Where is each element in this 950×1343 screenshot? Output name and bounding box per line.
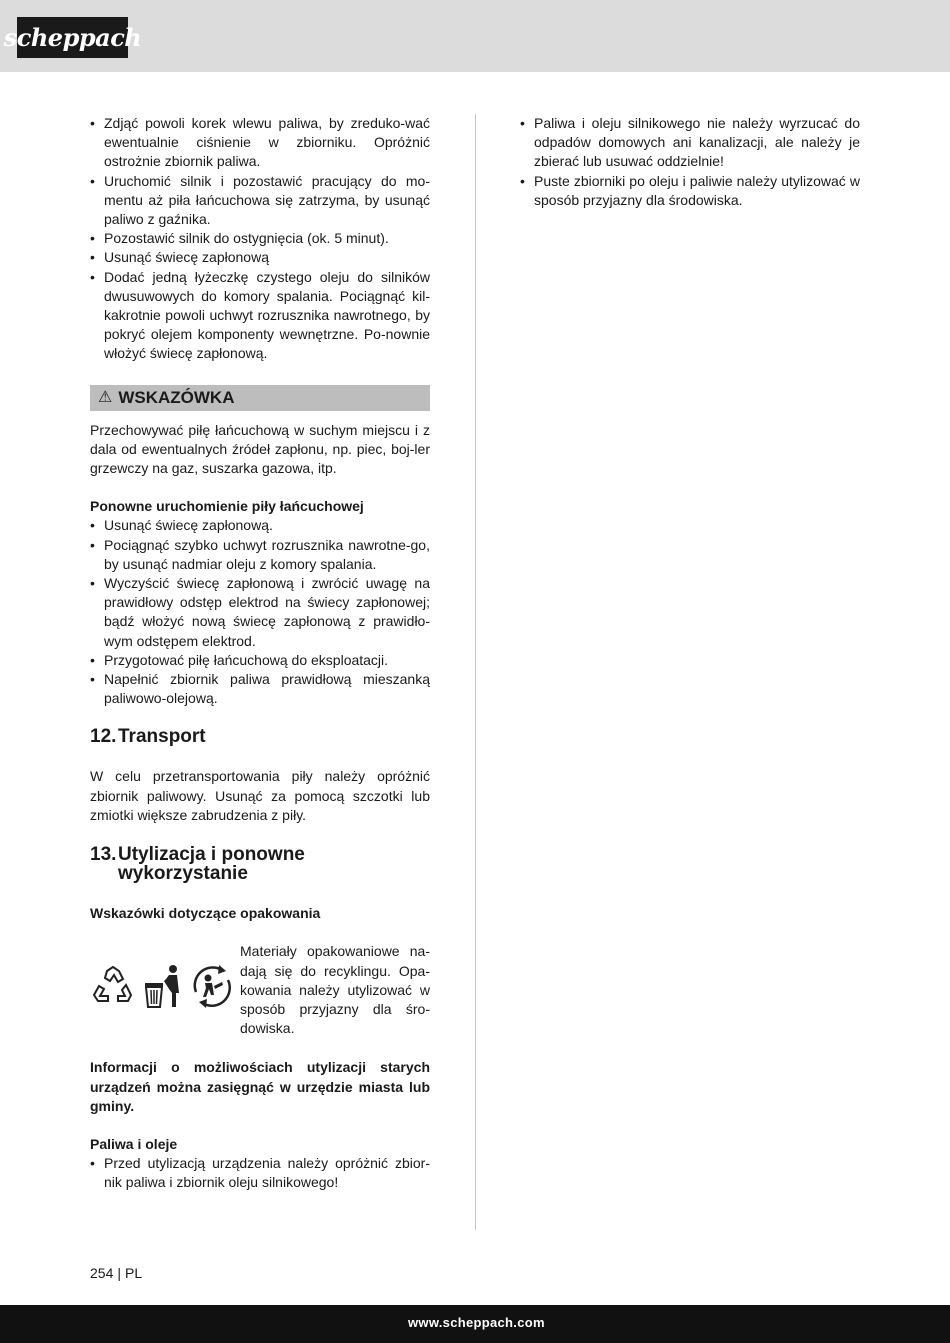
disposal-info-bold: Informacji o możliwościach utylizacji starych urządzeń można zasięgnąć w urzędzie miasta lub gminy.: [90, 1059, 430, 1114]
list-item: • Usunąć świecę zapłonową.: [90, 516, 430, 535]
notice-title: WSKAZÓWKA: [118, 388, 235, 408]
packaging-info: [90, 942, 430, 1038]
footer-separator: |: [117, 1265, 121, 1281]
left-column: [90, 114, 430, 1193]
disposal-heading: [90, 845, 430, 883]
restart-steps-list: [90, 516, 430, 708]
storage-steps-list: [90, 114, 430, 364]
packaging-heading: Wskazówki dotyczące opakowania: [90, 905, 321, 922]
notice-banner: [90, 385, 430, 411]
list-item: • Uruchomić silnik i pozostawić pracujący do mo-mentu aż piła łańcuchowa się zatrzyma, by usunąć paliwo z gaźnika.: [90, 172, 430, 230]
section-title: Transport: [118, 726, 206, 748]
section-title: [118, 845, 305, 883]
list-item: • Wyczyścić świecę zapłonową i zwrócić uwagę na prawidłowy odstęp elektrod na świecy zapłonowej; bądź włożyć nową świecę zapłonową z prawidło-wym odstępem elektrod.: [90, 574, 430, 651]
section-title-line: wykorzystanie: [118, 863, 248, 885]
list-item: • Pociągnąć szybko uchwyt rozrusznika nawrotne-go, by usunąć nadmiar oleju z komory spalania.: [90, 536, 430, 574]
language-code: PL: [125, 1265, 143, 1281]
notice-text: Przechowywać piłę łańcuchową w suchym miejscu i z dala od ewentualnych źródeł zapłonu, np. piec, boj-ler grzewczy na gaz, suszarka gazowa, itp.: [90, 421, 430, 477]
brand-logo: scheppach: [17, 17, 128, 58]
website-link[interactable]: www.scheppach.com: [408, 1315, 545, 1330]
list-item: • Dodać jedną łyżeczkę czystego oleju do silników dwusuwowych do komory spalania. Pociągnąć kil-kakrotnie powoli uchwyt rozrusznika nawrotnego, by pokryć olejem komponenty wewnętrzne. Po-nownie włożyć świecę zapłonową.: [90, 268, 430, 364]
transport-text: W celu przetransportowania piły należy opróżnić zbiornik paliwowy. Usunąć za pomocą szczotki lub zmiotki większe zabrudzenia z piły.: [90, 768, 430, 823]
restart-heading: Ponowne uruchomienie piły łańcuchowej: [90, 498, 364, 515]
footer-bar: [0, 1305, 950, 1343]
page-footer: [90, 1265, 142, 1281]
fuels-list: [90, 1154, 430, 1192]
column-divider: [475, 114, 476, 1230]
section-title-line: Utylizacja i ponowne: [118, 844, 305, 866]
list-item: • Pozostawić silnik do ostygnięcia (ok. 5 minut).: [90, 229, 430, 248]
list-item: • Zdjąć powoli korek wlewu paliwa, by zreduko-wać ewentualnie ciśnienie w zbiorniku. Opróżnić ostrożnie zbiornik paliwa.: [90, 114, 430, 172]
page-number: 254: [90, 1265, 114, 1281]
trash-bin-person-icon: [142, 963, 182, 1009]
right-column: [520, 114, 860, 210]
fuels-list-continued: [520, 114, 860, 210]
section-number: 13.: [90, 844, 117, 866]
list-item: • Puste zbiorniki po oleju i paliwie należy utylizować w sposób przyjazny dla środowiska.: [520, 172, 860, 210]
list-item: • Usunąć świecę zapłonową: [90, 248, 430, 267]
tidyman-recycle-icon: [188, 962, 236, 1010]
warning-triangle-icon: ⚠: [98, 389, 113, 407]
list-item: • Paliwa i oleju silnikowego nie należy wyrzucać do odpadów domowych ani kanalizacji, ale należy je zbierać lub usuwać oddzielnie!: [520, 114, 860, 172]
list-item: • Przygotować piłę łańcuchową do eksploatacji.: [90, 651, 430, 670]
section-number: 12.: [90, 726, 117, 748]
transport-heading: [90, 727, 430, 746]
list-item: • Przed utylizacją urządzenia należy opróżnić zbior-nik paliwa i zbiornik oleju silnikowego!: [90, 1154, 430, 1192]
list-item: • Napełnić zbiornik paliwa prawidłową mieszanką paliwowo-olejową.: [90, 670, 430, 708]
header-bar: [0, 0, 950, 72]
fuels-heading: Paliwa i oleje: [90, 1135, 178, 1152]
packaging-symbols: [90, 942, 240, 1026]
packaging-text: Materiały opakowaniowe na-dają się do recyklingu. Opa-kowania należy utylizować w sposób przyjazny dla śro-dowiska.: [240, 943, 430, 1037]
recycling-icon: [90, 963, 136, 1009]
